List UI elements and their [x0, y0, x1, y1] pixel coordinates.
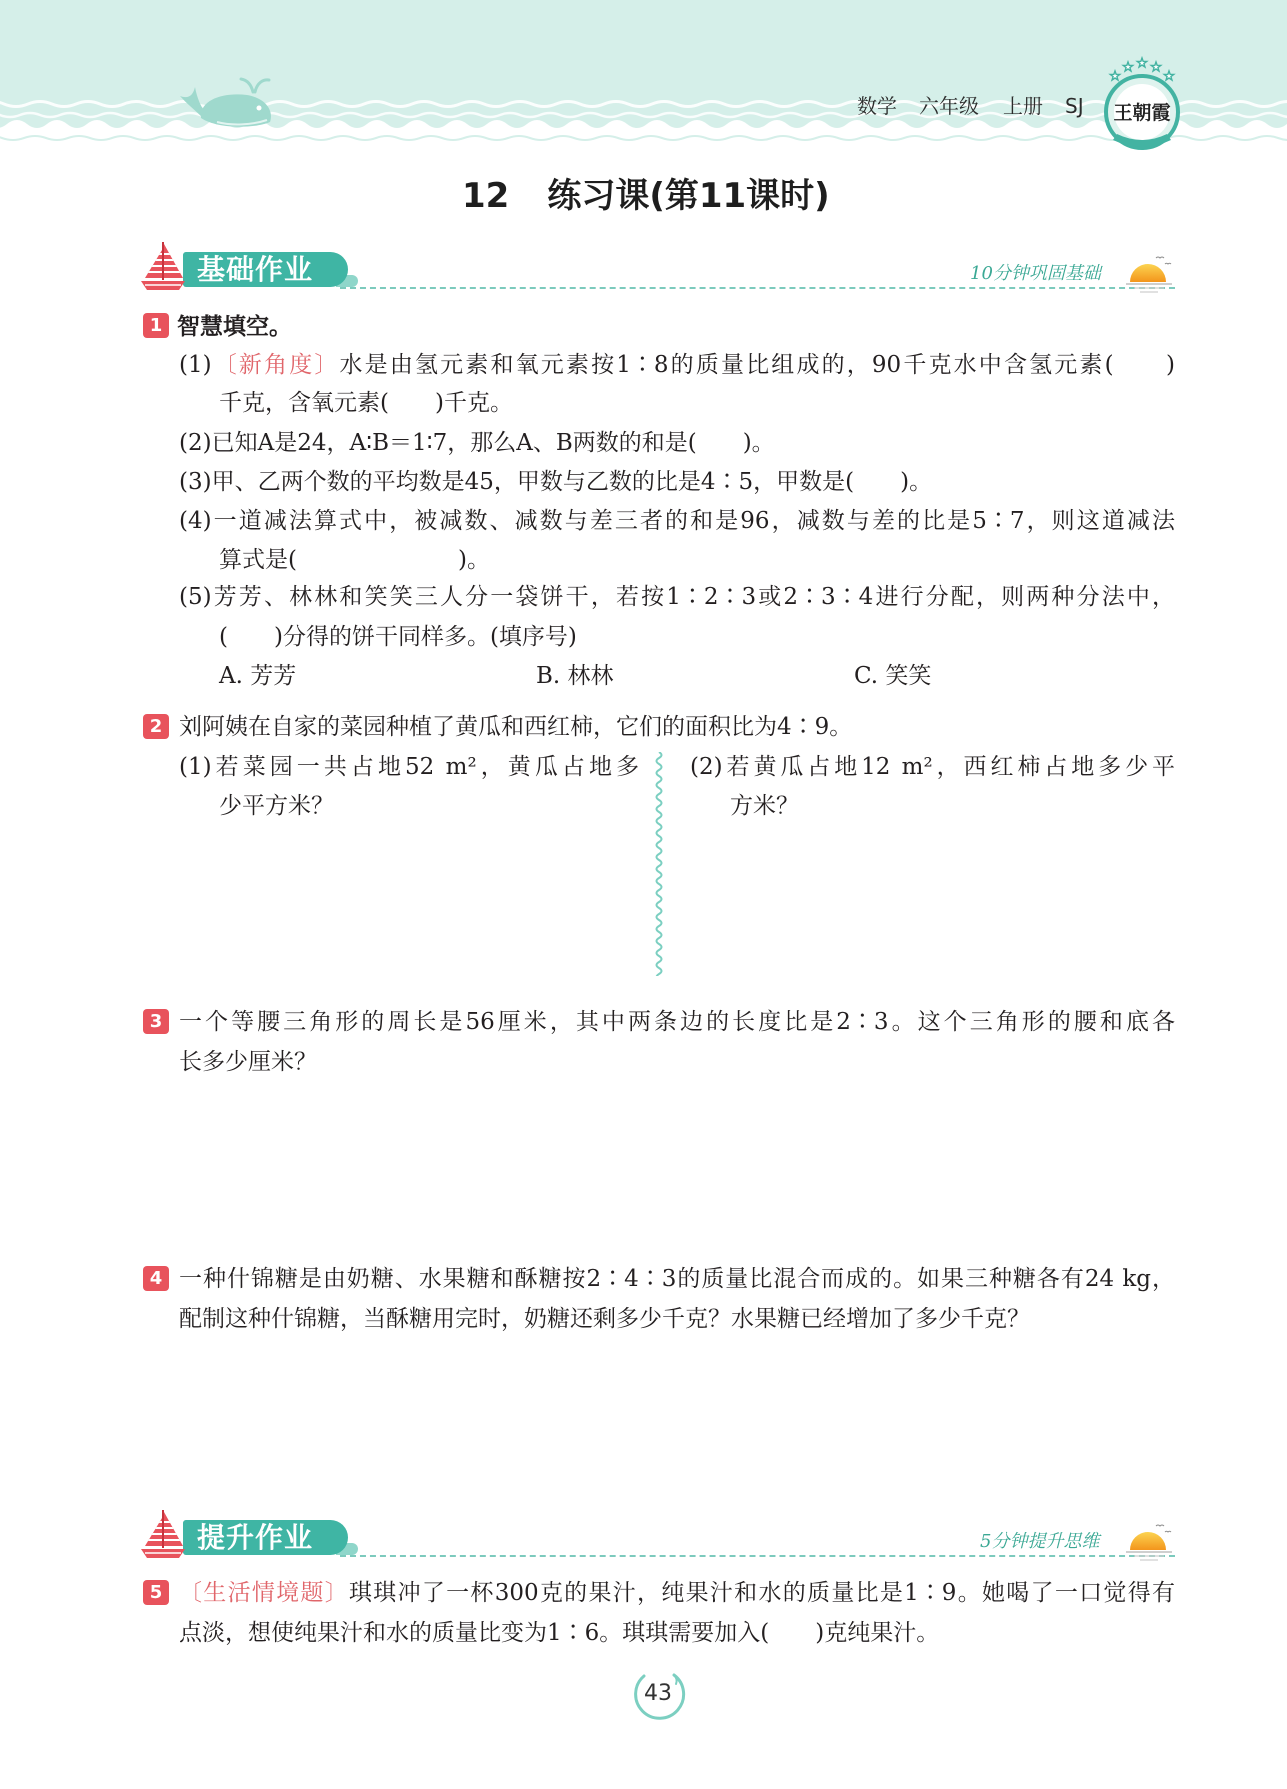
- q5-line2: 点淡，想使纯果汁和水的质量比变为1∶6。琪琪需要加入( )克纯果汁。: [179, 1620, 940, 1646]
- sunset-icon: [1122, 1520, 1176, 1562]
- q1-part1-number: (1): [179, 352, 212, 378]
- section-basic-divider: [340, 287, 1175, 289]
- question-4-badge: 4: [143, 1266, 169, 1291]
- q2-sub1-line2: 少平方米？: [219, 793, 334, 819]
- header-subject: 数学: [857, 94, 897, 118]
- q1-part3: [179, 467, 932, 497]
- q1-part4-text: 一道减法算式中，被减数、减数与差三者的和是96，减数与差的比是5∶7，则这道减法: [211, 508, 1175, 534]
- q2-sub2-line1: [690, 752, 1175, 782]
- header-volume: 上册: [1003, 94, 1043, 118]
- q1-part5-number: (5): [179, 584, 212, 610]
- q1-part4-line1: [179, 506, 1175, 536]
- sailboat-icon: [139, 1508, 187, 1560]
- section-basic-tab: [183, 252, 348, 287]
- lesson-title: [462, 174, 830, 218]
- q5-text: 琪琪冲了一杯300克的果汁，纯果汁和水的质量比是1∶9。她喝了一口觉得有: [349, 1580, 1175, 1606]
- sailboat-icon: [139, 240, 187, 292]
- q4-line1: 一种什锦糖是由奶糖、水果糖和酥糖按2∶4∶3的质量比混合而成的。如果三种糖各有24 kg，: [179, 1266, 1175, 1292]
- q1-part2-number: (2): [179, 430, 212, 456]
- section-advanced-divider: [340, 1555, 1175, 1557]
- header-edition: SJ: [1065, 94, 1084, 118]
- sunset-icon: [1122, 252, 1176, 294]
- q1-part5-text: 芳芳、林林和笑笑三人分一袋饼干，若按1∶2∶3或2∶3∶4进行分配，则两种分法中，: [211, 584, 1175, 610]
- page-number: 43: [644, 1681, 672, 1706]
- question-2-text: 刘阿姨在自家的菜园种植了黄瓜和西红柿，它们的面积比为4∶9。: [179, 714, 853, 740]
- q2-sub2-number: (2): [690, 754, 723, 780]
- q1-part5-option-b: B. 林林: [536, 663, 614, 689]
- q1-part4-number: (4): [179, 508, 212, 534]
- whale-icon: [177, 70, 277, 132]
- q3-line2: 长多少厘米？: [179, 1049, 317, 1075]
- q1-part5-line1: [179, 582, 1175, 612]
- q5-tag: 〔生活情境题〕: [179, 1580, 349, 1606]
- q1-part2: [179, 428, 775, 458]
- q2-sub2-text: 若黄瓜占地12 m²，西红柿占地多少平: [722, 754, 1175, 780]
- q1-part2-text: 已知A是24，A∶B＝1∶7，那么A、B两数的和是( )。: [211, 430, 775, 456]
- brand-seal-icon: [1093, 56, 1191, 156]
- q1-part5-line2: ( )分得的饼干同样多。(填序号): [219, 624, 577, 650]
- lesson-number: 12: [462, 176, 510, 216]
- q1-part5-option-c: C. 笑笑: [854, 663, 932, 689]
- q2-sub1-text: 若菜园一共占地52 m²，黄瓜占地多: [211, 754, 639, 780]
- column-wavy-divider: [652, 752, 666, 976]
- q5-line1: [179, 1578, 1175, 1608]
- question-1-badge: 1: [143, 313, 169, 338]
- q1-part5-option-a: A. 芳芳: [219, 663, 297, 689]
- q1-part1-line1: [179, 350, 1175, 380]
- q1-part3-number: (3): [179, 469, 212, 495]
- section-basic-tagline: 10分钟巩固基础: [970, 263, 1101, 284]
- q2-sub1-line1: [179, 752, 639, 782]
- q4-line2: 配制这种什锦糖，当酥糖用完时，奶糖还剩多少千克？水果糖已经增加了多少千克？: [179, 1306, 1030, 1332]
- q2-sub2-line2: 方米？: [730, 793, 799, 819]
- q1-part1-tag: 〔新角度〕: [211, 352, 340, 378]
- lesson-name: 练习课(第11课时): [547, 176, 830, 216]
- header-grade: 六年级: [919, 94, 979, 118]
- q2-sub1-number: (1): [179, 754, 212, 780]
- q1-part4-line2: 算式是( )。: [219, 547, 490, 573]
- section-basic-label: 基础作业: [197, 253, 314, 286]
- q3-line1: 一个等腰三角形的周长是56厘米，其中两条边的长度比是2∶3。这个三角形的腰和底各: [179, 1009, 1175, 1035]
- section-advanced-tab: [183, 1520, 348, 1555]
- question-1-title: 智慧填空。: [177, 314, 292, 340]
- question-2-badge: 2: [143, 714, 169, 739]
- section-advanced-tagline: 5分钟提升思维: [980, 1531, 1100, 1552]
- q1-part3-text: 甲、乙两个数的平均数是45，甲数与乙数的比是4∶5，甲数是( )。: [211, 469, 933, 495]
- question-3-badge: 3: [143, 1009, 169, 1034]
- question-5-badge: 5: [143, 1580, 169, 1605]
- q1-part1-text: 水是由氢元素和氧元素按1∶8的质量比组成的，90千克水中含氢元素( ): [339, 352, 1175, 378]
- q1-part1-line2: 千克，含氧元素( )千克。: [219, 390, 513, 416]
- section-advanced-label: 提升作业: [197, 1521, 314, 1554]
- brand-seal-text: 王朝霞: [1113, 102, 1171, 124]
